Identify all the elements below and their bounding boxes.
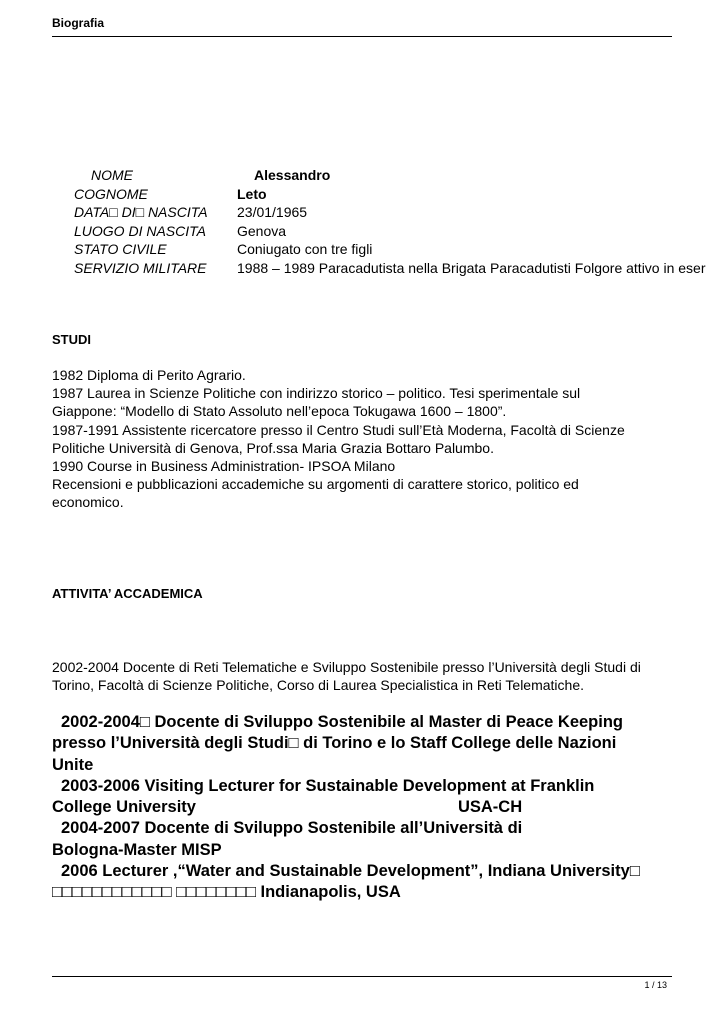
info-label: COGNOME	[74, 185, 148, 202]
text-line: Torino, Facoltà di Scienze Politiche, Corso di Laurea Specialistica in Reti Telematiche.	[52, 677, 585, 694]
text-line: 1982 Diploma di Perito Agrario.	[52, 367, 246, 383]
bold-line-part: College University	[52, 798, 196, 817]
info-value: Alessandro	[254, 167, 331, 183]
bold-line: Unite	[52, 755, 94, 774]
bold-line-part: USA-CH	[457, 798, 523, 817]
text-line: 1990 Course in Business Administration- IPSOA Milano	[52, 458, 396, 475]
bold-line: 2004-2007 Docente di Sviluppo Sostenibile all’Università di	[61, 819, 523, 838]
text-line: Politiche Università di Genova, Prof.ssa Maria Grazia Bottaro Palumbo.	[52, 439, 494, 456]
bold-line	[52, 797, 712, 818]
attivita-bold-block	[52, 712, 712, 904]
info-label: LUOGO DI NASCITA	[74, 222, 206, 239]
info-value: 1988 – 1989 Paracadutista nella Brigata Paracadutisti Folgore attivo in eser	[237, 259, 706, 276]
bold-line: presso l’Università degli Studi□ di Torino e lo Staff College delle Nazioni	[52, 734, 617, 753]
bold-line: □□□□□□□□□□□□ □□□□□□□□ Indianapolis, USA	[52, 883, 401, 902]
attivita-paragraph	[52, 658, 692, 694]
info-label: DATA□ DI□ NASCITA	[74, 204, 208, 220]
bold-line: Bologna-Master MISP	[52, 840, 222, 859]
info-label: STATO CIVILE	[74, 241, 167, 257]
section-title-attivita: ATTIVITA’ ACCADEMICA	[52, 586, 203, 601]
footer-divider	[52, 976, 672, 977]
header-title: Biografia	[52, 16, 105, 30]
bold-line: 2003-2006 Visiting Lecturer for Sustainable Development at Franklin	[61, 776, 595, 795]
text-line: Recensioni e pubblicazioni accademiche su argomenti di carattere storico, politico ed	[52, 476, 579, 493]
bold-line: 2006 Lecturer ,“Water and Sustainable Development”, Indiana University□	[61, 862, 640, 881]
text-line: economico.	[52, 494, 124, 511]
info-value: Coniugato con tre figli	[237, 241, 373, 257]
header-divider	[52, 36, 672, 37]
info-label: NOME	[91, 167, 133, 183]
text-line: 1987-1991 Assistente ricercatore presso il Centro Studi sull’Età Moderna, Facoltà di Scienze	[52, 421, 625, 438]
info-label: SERVIZIO MILITARE	[74, 259, 207, 276]
text-line: 2002-2004 Docente di Reti Telematiche e Sviluppo Sostenibile presso l’Università degli Studi di	[52, 659, 641, 675]
page-number: 1 / 13	[644, 980, 667, 990]
text-line: 1987 Laurea in Scienze Politiche con indirizzo storico – politico. Tesi sperimentale sul	[52, 385, 581, 402]
info-value: Leto	[237, 185, 267, 202]
bold-line: 2002-2004□ Docente di Sviluppo Sostenibile al Master di Peace Keeping	[61, 713, 623, 731]
info-value: Genova	[237, 222, 287, 239]
section-title-studi: STUDI	[52, 332, 91, 347]
info-value: 23/01/1965	[237, 204, 308, 220]
studi-paragraph	[52, 366, 692, 512]
text-line: Giappone: “Modello di Stato Assoluto nell’epoca Tokugawa 1600 – 1800”.	[52, 403, 507, 420]
